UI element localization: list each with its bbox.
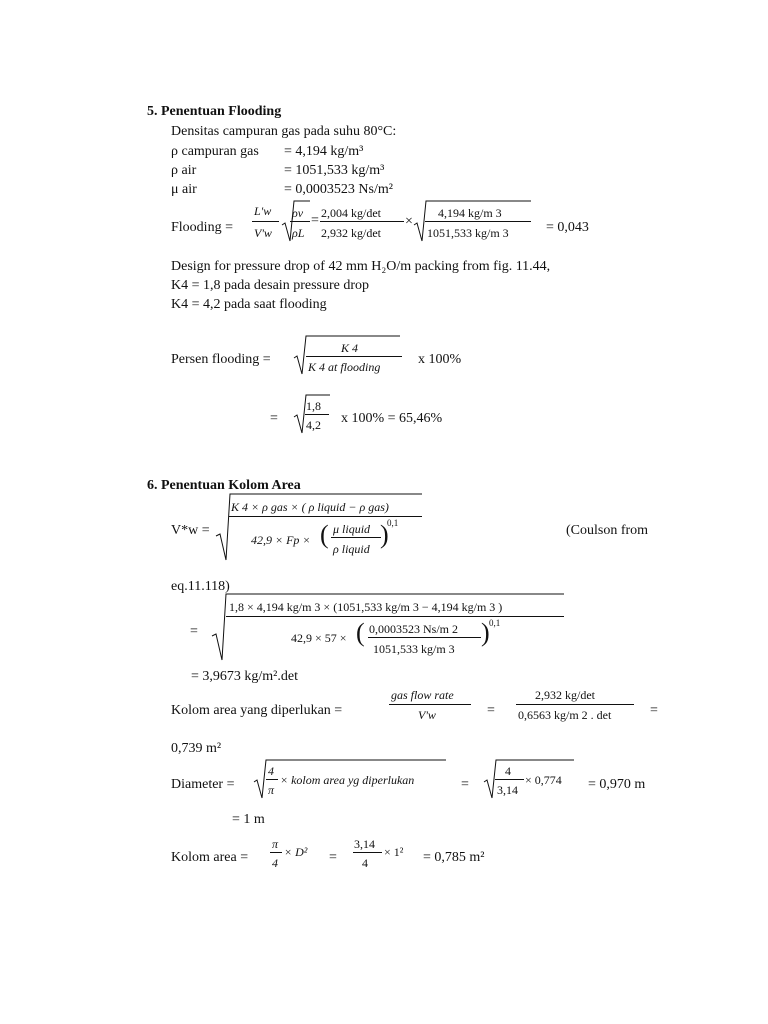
kolom-area-final-label: Kolom area = bbox=[171, 850, 249, 865]
diameter-label: Diameter = bbox=[171, 777, 235, 792]
vw-numeric-denominator: 42,9 × 57 × bbox=[291, 631, 347, 645]
vw-result: = 3,9673 kg/m².det bbox=[191, 669, 298, 684]
area-value: × 0,774 bbox=[525, 773, 562, 787]
left-paren: ( bbox=[356, 618, 365, 647]
area-equals: = bbox=[650, 703, 658, 718]
density-value: 1051,533 kg/m 3 bbox=[373, 642, 455, 656]
flooding-label: Flooding = bbox=[171, 220, 233, 235]
four-numerator: 4 bbox=[268, 764, 274, 778]
equation-reference: eq.11.118) bbox=[171, 579, 230, 594]
rho-gas-term: 4,194 kg/m 3 bbox=[438, 206, 502, 220]
diameter-expression: × kolom area yg diperlukan bbox=[280, 773, 415, 787]
vw-formula-numerator: K 4 × ρ gas × ( ρ liquid − ρ gas) bbox=[231, 500, 389, 514]
diameter-squared: × D² bbox=[284, 845, 308, 859]
persen-result: x 100% = 65,46% bbox=[341, 411, 443, 426]
right-paren: ) bbox=[380, 520, 389, 549]
rho-air-label: ρ air bbox=[171, 163, 197, 178]
k4-flooding-value: 4,2 bbox=[306, 418, 321, 432]
gas-flow-rate: gas flow rate bbox=[391, 688, 454, 702]
vw-formula-denominator: 42,9 × Fp × bbox=[251, 533, 311, 547]
mu-liquid-symbol: μ liquid bbox=[333, 522, 371, 536]
percent-multiplier: x 100% bbox=[418, 352, 462, 367]
one-squared: × 1² bbox=[384, 845, 404, 859]
diameter-result: = 0,970 m bbox=[588, 777, 646, 792]
mu-air-value: = 0,0003523 Ns/m² bbox=[284, 182, 393, 197]
design-line-3: K4 = 4,2 pada saat flooding bbox=[171, 297, 327, 312]
vw-value: 0,6563 kg/m 2 . det bbox=[518, 708, 612, 722]
pi-denominator: π bbox=[268, 783, 275, 797]
design-line-1: Design for pressure drop of 42 mm H₂O/m packing from fig. 11.44, bbox=[171, 259, 551, 274]
flooding-equals: = bbox=[311, 213, 319, 228]
section-6-heading: 6. Penentuan Kolom Area bbox=[147, 478, 301, 493]
rho-gas-label: ρ campuran gas bbox=[171, 144, 259, 159]
section-5-heading: 5. Penentuan Flooding bbox=[147, 104, 282, 119]
vw-symbol: V'w bbox=[418, 708, 436, 722]
kolom-area-label: Kolom area yang diperlukan = bbox=[171, 703, 343, 718]
mu-air-label: μ air bbox=[171, 182, 197, 197]
vw-equals: = bbox=[190, 624, 198, 639]
rho-v-symbol: ρv bbox=[292, 206, 304, 220]
rho-air-value: = 1051,533 kg/m³ bbox=[284, 163, 385, 178]
four-value: 4 bbox=[505, 764, 511, 778]
exponent: 0,1 bbox=[489, 618, 501, 628]
exponent: 0,1 bbox=[387, 518, 399, 528]
rho-liquid-symbol: ρ liquid bbox=[333, 542, 370, 556]
kolom-area-value: 0,739 m² bbox=[171, 741, 222, 756]
lw-symbol: L'w bbox=[254, 204, 272, 218]
k4-numerator: K 4 bbox=[341, 341, 359, 355]
four-value: 4 bbox=[362, 856, 368, 870]
rho-l-symbol: ρL bbox=[292, 226, 305, 240]
viscosity-value: 0,0003523 Ns/m 2 bbox=[369, 622, 459, 636]
pi-numerator: π bbox=[272, 837, 279, 851]
four-denominator: 4 bbox=[272, 856, 278, 870]
mass-flow-liquid: 2,004 kg/det bbox=[321, 206, 381, 220]
pi-value: 3,14 bbox=[354, 837, 375, 851]
rho-gas-value: = 4,194 kg/m³ bbox=[284, 144, 364, 159]
area-equals: = bbox=[487, 703, 495, 718]
left-paren: ( bbox=[320, 520, 329, 549]
rho-liquid-term: 1051,533 kg/m 3 bbox=[427, 226, 509, 240]
vw-numeric-numerator: 1,8 × 4,194 kg/m 3 × (1051,533 kg/m 3 − 4,194 kg/m 3 ) bbox=[229, 600, 503, 614]
diameter-equals: = bbox=[461, 777, 469, 792]
times-sign: × bbox=[405, 214, 413, 229]
kolom-area-result: = 0,785 m² bbox=[423, 850, 485, 865]
kolom-equals: = bbox=[329, 850, 337, 865]
persen-flooding-label: Persen flooding = bbox=[171, 352, 271, 367]
density-intro: Densitas campuran gas pada suhu 80°C: bbox=[171, 124, 397, 139]
coulson-reference: (Coulson from bbox=[566, 523, 649, 538]
diameter-rounded: = 1 m bbox=[232, 812, 265, 827]
design-line-2: K4 = 1,8 pada desain pressure drop bbox=[171, 278, 370, 293]
vw-symbol: V'w bbox=[254, 226, 272, 240]
flooding-result: = 0,043 bbox=[546, 220, 589, 235]
mass-flow-gas: 2,932 kg/det bbox=[321, 226, 381, 240]
persen-equals: = bbox=[270, 411, 278, 426]
gas-flow-value: 2,932 kg/det bbox=[535, 688, 595, 702]
k4-design-value: 1,8 bbox=[306, 399, 321, 413]
pi-value: 3,14 bbox=[497, 783, 518, 797]
right-paren: ) bbox=[481, 618, 490, 647]
k4-flooding-denominator: K 4 at flooding bbox=[308, 360, 381, 374]
vw-label: V*w = bbox=[171, 523, 210, 538]
